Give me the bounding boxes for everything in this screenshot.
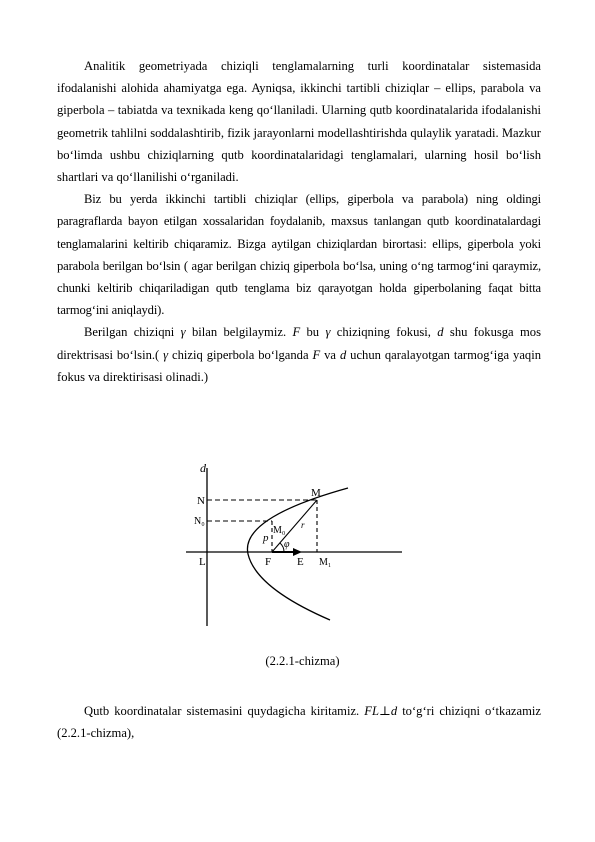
- text-run: va: [320, 347, 340, 362]
- text-run: chiziqning fokusi,: [330, 325, 438, 340]
- math-d: d: [339, 347, 347, 362]
- label-L: L: [199, 556, 206, 568]
- text-block-bottom: [57, 700, 541, 744]
- text-run: chiziq giperbola bo‘lganda: [168, 347, 313, 362]
- figure-caption: (2.2.1-chizma): [265, 654, 340, 668]
- label-M1: M₁: [319, 557, 332, 568]
- math-gamma: γ: [180, 325, 186, 340]
- text-run: uchun qaralayotgan tarmog‘iga yaqin fokus va direktirisasi olinadi.): [57, 347, 541, 384]
- text-run: to‘g‘ri chiziqni o‘tkazamiz (2.2.1-chizma),: [57, 704, 541, 741]
- math-FL-perp-d: FL⊥d: [364, 704, 398, 718]
- curve-branch: [247, 488, 348, 620]
- text-block-top: [57, 55, 541, 388]
- label-E: E: [297, 556, 304, 568]
- label-N0: N₀: [194, 516, 205, 527]
- figure-2-2-1: [180, 458, 410, 628]
- label-F: F: [265, 556, 272, 568]
- paragraph-3: [57, 321, 541, 388]
- label-M0: M₀: [273, 525, 286, 536]
- label-M: M: [311, 487, 321, 499]
- paragraph-1: Analitik geometriyada chiziqli tenglamalarning turli koordinatalar sistemasida ifodalanishi alohida ahamiyatga ega. Ayniqsa, ikkinchi tartibli chiziqlar – ellips, parabola va giperbola – tabiatda va texnikada keng qo‘llaniladi. Ularning qutb koordinatalarida ifodalanishi geometrik tahlilni soddalashtirib, fizik jarayonlarni modellashtirishda qulaylik yaratadi. Mazkur bo‘limda ushbu chiziqlarning qutb koordinatalaridagi tenglamalari, ularning hosil bo‘lish shartlari va qo‘llanilishi o‘rganiladi.: [57, 59, 541, 185]
- text-run: bilan belgilaymiz.: [185, 325, 293, 340]
- paragraph-4: [57, 700, 541, 744]
- label-p: p: [263, 532, 269, 544]
- text-run: shu fokusga mos direktrisasi bo‘lsin.(: [57, 325, 541, 362]
- text-run: bu: [300, 325, 326, 340]
- text-run: Berilgan chiziqni: [84, 325, 181, 340]
- math-F: F: [292, 325, 301, 340]
- text-run: Qutb koordinatalar sistemasini quydagicha kiritamiz.: [84, 704, 365, 718]
- math-F: F: [312, 347, 321, 362]
- paragraph-2: Biz bu yerda ikkinchi tartibli chiziqlar (ellips, giperbola va parabola) ning oldingi paragraflarda bayon etilgan xossalaridan foydalanib, maxsus tanlangan qutb koordinatalardagi tenglamalarini keltirib chiqaramiz. Bizga aytilgan chiziqlardan birortasi: ellips, giperbola yoki parabola berilgan bo‘lsin ( agar berilgan chiziq giperbola bo‘lsa, uning o‘ng tarmog‘ini qaraymiz, chunki keltirib chiqariladigan qutb tenglama biz qarayotgan holda giperbolaning faqat bitta tarmog‘ini aniqlaydi).: [57, 192, 541, 318]
- label-r: r: [301, 520, 305, 530]
- label-N: N: [197, 495, 205, 507]
- math-gamma: γ: [163, 347, 169, 362]
- math-d: d: [437, 325, 444, 340]
- figure-svg: [180, 458, 410, 628]
- arrow-head-icon: [293, 548, 302, 556]
- math-gamma: γ: [325, 325, 331, 340]
- label-phi: φ: [284, 539, 290, 550]
- label-d: d: [200, 461, 206, 475]
